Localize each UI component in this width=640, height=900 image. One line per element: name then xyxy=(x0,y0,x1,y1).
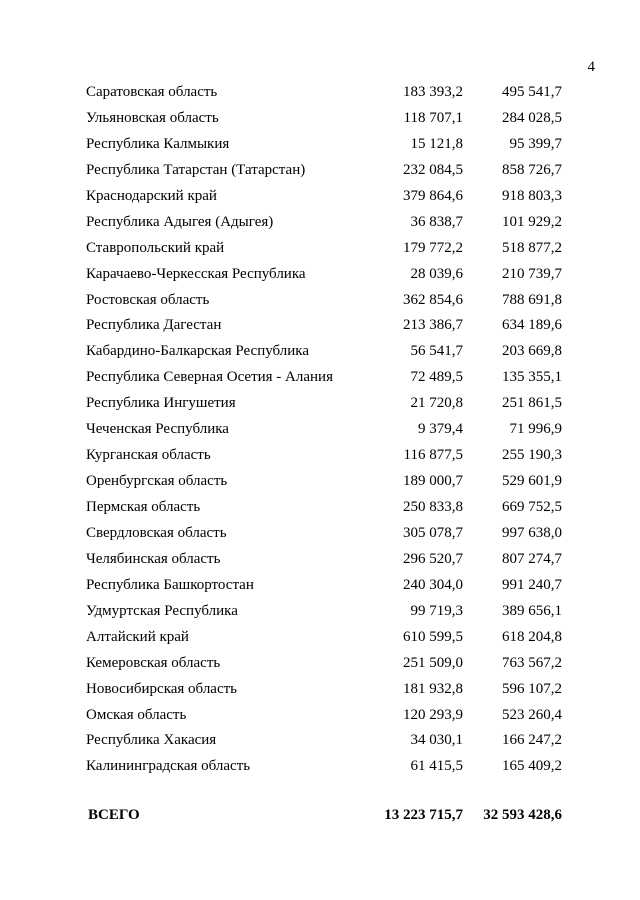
table-row xyxy=(0,391,640,417)
value-1: 179 772,2 xyxy=(403,239,463,256)
value-2: 918 803,3 xyxy=(502,187,562,204)
value-1: 36 838,7 xyxy=(410,213,463,230)
region-name: Республика Башкортостан xyxy=(86,576,254,593)
value-2: 495 541,7 xyxy=(502,84,562,100)
value-2: 529 601,9 xyxy=(502,473,562,490)
value-1: 189 000,7 xyxy=(403,473,463,490)
value-1: 232 084,5 xyxy=(403,161,463,178)
value-2: 523 260,4 xyxy=(502,706,562,723)
value-1: 362 854,6 xyxy=(403,291,463,308)
value-1: 305 078,7 xyxy=(403,524,463,541)
value-2: 991 240,7 xyxy=(502,576,562,593)
region-name: Краснодарский край xyxy=(86,187,217,204)
table-row xyxy=(0,521,640,547)
value-1: 120 293,9 xyxy=(403,706,463,723)
value-1: 183 393,2 xyxy=(403,84,463,100)
total-label: ВСЕГО xyxy=(88,807,140,823)
value-2: 101 929,2 xyxy=(502,213,562,230)
value-2: 95 399,7 xyxy=(509,135,562,152)
table-row xyxy=(0,158,640,184)
table-row xyxy=(0,754,640,780)
value-1: 118 707,1 xyxy=(403,109,463,126)
value-2: 284 028,5 xyxy=(502,109,562,126)
region-name: Республика Хакасия xyxy=(86,732,217,749)
region-name: Республика Дагестан xyxy=(86,317,222,334)
value-2: 997 638,0 xyxy=(502,524,562,541)
table-row xyxy=(0,313,640,339)
table-row xyxy=(0,443,640,469)
table-row xyxy=(0,339,640,365)
value-1: 56 541,7 xyxy=(410,343,463,360)
value-2: 251 861,5 xyxy=(502,395,562,412)
page-number: 4 xyxy=(587,59,595,75)
value-1: 250 833,8 xyxy=(403,499,463,515)
value-2: 858 726,7 xyxy=(502,161,562,178)
table-row xyxy=(0,651,640,677)
value-2: 135 355,1 xyxy=(502,369,562,386)
value-1: 34 030,1 xyxy=(410,732,463,749)
value-2: 788 691,8 xyxy=(502,291,562,308)
value-2: 634 189,6 xyxy=(502,317,562,334)
value-2: 255 190,3 xyxy=(502,447,562,464)
value-1: 28 039,6 xyxy=(410,265,463,282)
value-1: 181 932,8 xyxy=(403,680,463,697)
region-name: Удмуртская Республика xyxy=(86,602,238,619)
value-1: 610 599,5 xyxy=(403,628,463,645)
region-name: Алтайский край xyxy=(86,628,189,645)
region-name: Челябинская область xyxy=(86,550,221,567)
table-row xyxy=(0,599,640,625)
value-2: 763 567,2 xyxy=(502,654,562,671)
region-name: Республика Татарстан (Татарстан) xyxy=(86,161,306,178)
table-row xyxy=(0,547,640,573)
table-row xyxy=(0,132,640,158)
value-1: 379 864,6 xyxy=(403,187,463,204)
table-row xyxy=(0,677,640,703)
value-1: 240 304,0 xyxy=(403,576,463,593)
total-value-2: 32 593 428,6 xyxy=(483,807,562,823)
table-row xyxy=(0,573,640,599)
value-1: 21 720,8 xyxy=(410,395,463,412)
region-name: Республика Ингушетия xyxy=(86,395,236,412)
value-2: 210 739,7 xyxy=(502,265,562,282)
table-row xyxy=(0,703,640,729)
region-name: Калининградская область xyxy=(86,758,251,775)
value-2: 203 669,8 xyxy=(502,343,562,360)
table-row xyxy=(0,184,640,210)
region-name: Оренбургская область xyxy=(86,473,228,490)
value-2: 807 274,7 xyxy=(502,550,562,567)
table-row xyxy=(0,288,640,314)
total-value-1: 13 223 715,7 xyxy=(384,807,463,823)
table-row xyxy=(0,236,640,262)
table-row xyxy=(0,262,640,288)
value-1: 116 877,5 xyxy=(403,447,463,464)
value-2: 165 409,2 xyxy=(502,758,562,775)
value-2: 166 247,2 xyxy=(502,732,562,749)
region-name: Омская область xyxy=(86,706,187,723)
region-name: Ставропольский край xyxy=(86,239,225,256)
table-row xyxy=(0,106,640,132)
region-name: Кемеровская область xyxy=(86,654,221,671)
region-table xyxy=(0,80,640,780)
region-name: Свердловская область xyxy=(86,524,227,541)
value-2: 518 877,2 xyxy=(502,239,562,256)
region-name: Республика Северная Осетия - Алания xyxy=(86,369,333,386)
value-1: 213 386,7 xyxy=(403,317,463,334)
value-1: 15 121,8 xyxy=(410,135,463,152)
table-row xyxy=(0,365,640,391)
region-name: Ростовская область xyxy=(86,291,210,308)
region-name: Республика Калмыкия xyxy=(86,135,230,152)
region-name: Пермская область xyxy=(86,499,201,515)
region-name: Курганская область xyxy=(86,447,211,464)
table-row xyxy=(0,417,640,443)
value-1: 99 719,3 xyxy=(410,602,463,619)
value-1: 9 379,4 xyxy=(418,421,463,438)
total-row xyxy=(0,802,640,828)
table-row xyxy=(0,469,640,495)
region-name: Чеченская Республика xyxy=(86,421,229,438)
table-row xyxy=(0,80,640,106)
region-name: Саратовская область xyxy=(86,84,218,100)
table-row xyxy=(0,728,640,754)
value-2: 389 656,1 xyxy=(502,602,562,619)
region-name: Кабардино-Балкарская Республика xyxy=(86,343,310,360)
region-name: Ульяновская область xyxy=(86,109,219,126)
table-row xyxy=(0,625,640,651)
table-row xyxy=(0,210,640,236)
value-1: 72 489,5 xyxy=(410,369,463,386)
region-name: Карачаево-Черкесская Республика xyxy=(86,265,306,282)
table-row xyxy=(0,495,640,521)
value-2: 618 204,8 xyxy=(502,628,562,645)
value-1: 296 520,7 xyxy=(403,550,463,567)
region-name: Новосибирская область xyxy=(86,680,238,697)
value-1: 61 415,5 xyxy=(410,758,463,775)
value-2: 71 996,9 xyxy=(509,421,562,438)
value-1: 251 509,0 xyxy=(403,654,463,671)
value-2: 596 107,2 xyxy=(502,680,562,697)
value-2: 669 752,5 xyxy=(502,499,562,515)
region-name: Республика Адыгея (Адыгея) xyxy=(86,213,274,230)
